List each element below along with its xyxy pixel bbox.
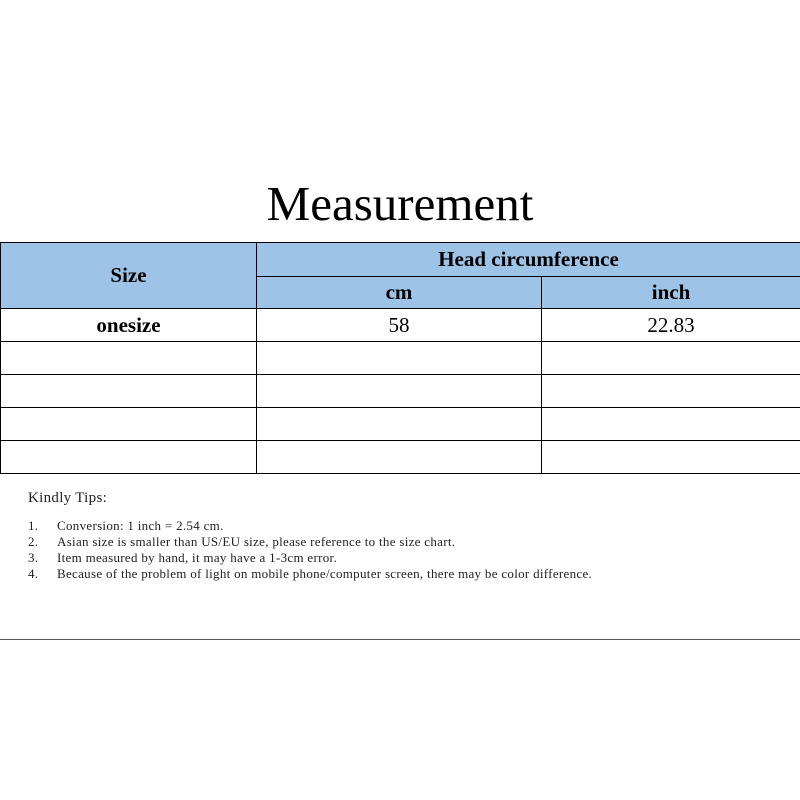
size-table <box>0 242 800 474</box>
inch-cell <box>542 408 800 441</box>
size-cell: onesize <box>1 309 257 342</box>
inch-column-header: inch <box>542 277 800 309</box>
list-item <box>28 534 788 550</box>
size-cell <box>1 441 257 474</box>
list-item <box>28 566 788 582</box>
tip-text: Because of the problem of light on mobile phone/computer screen, there may be color difference. <box>57 566 593 581</box>
cm-cell <box>257 375 542 408</box>
table-row <box>1 375 800 408</box>
cm-cell: 58 <box>257 309 542 342</box>
list-item <box>28 550 788 566</box>
size-cell <box>1 375 257 408</box>
tip-number: 4. <box>28 566 39 581</box>
tip-text: Conversion: 1 inch = 2.54 cm. <box>57 518 224 533</box>
table-row <box>1 408 800 441</box>
inch-cell <box>542 441 800 474</box>
size-column-header: Size <box>1 243 257 309</box>
bottom-divider <box>0 639 800 640</box>
cm-cell <box>257 441 542 474</box>
cm-column-header: cm <box>257 277 542 309</box>
kindly-tips <box>28 488 788 582</box>
list-item <box>28 518 788 534</box>
tip-text: Item measured by hand, it may have a 1-3cm error. <box>57 550 338 565</box>
tips-title: Kindly Tips: <box>28 490 108 506</box>
table-row <box>1 342 800 375</box>
tip-number: 2. <box>28 534 39 549</box>
inch-cell <box>542 342 800 375</box>
tip-number: 3. <box>28 550 39 565</box>
table-header-row <box>1 243 800 277</box>
table-row <box>1 309 800 342</box>
inch-cell <box>542 375 800 408</box>
size-cell <box>1 342 257 375</box>
table-row <box>1 441 800 474</box>
cm-cell <box>257 342 542 375</box>
page-title: Measurement <box>266 176 534 231</box>
tip-number: 1. <box>28 518 39 533</box>
cm-cell <box>257 408 542 441</box>
size-cell <box>1 408 257 441</box>
inch-cell: 22.83 <box>542 309 800 342</box>
tips-list <box>28 518 788 582</box>
tip-text: Asian size is smaller than US/EU size, please reference to the size chart. <box>57 534 456 549</box>
head-circumference-header: Head circumference <box>257 243 800 277</box>
